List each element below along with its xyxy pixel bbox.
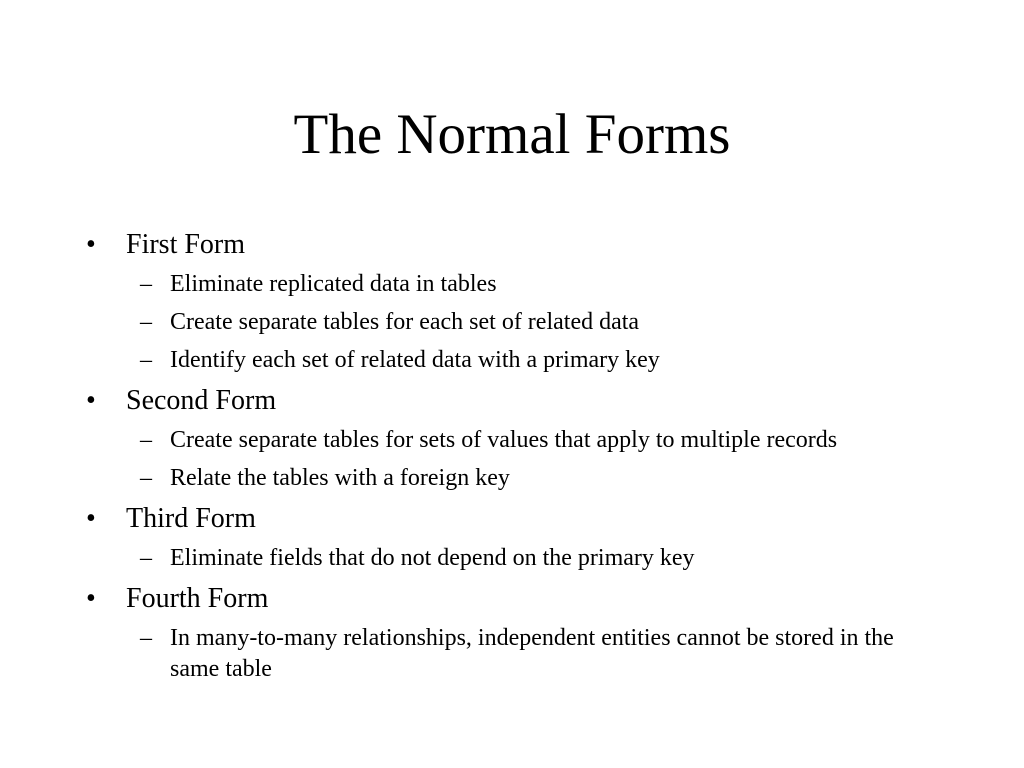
slide-title: The Normal Forms [293,103,731,166]
dash-marker: – [140,347,152,373]
sub-bullet-list [86,543,936,574]
bullet-label: First Form [126,229,246,260]
dash-marker: – [140,309,152,335]
bullet-marker: • [86,583,96,614]
sub-bullet-text: Create separate tables for each set of related data [170,309,640,335]
bullet-item [86,580,936,617]
sub-bullet-text: Eliminate fields that do not depend on the primary key [170,545,695,571]
sub-bullet-text: In many-to-many relationships, independent entities cannot be stored in the same table [170,625,894,682]
sub-bullet-text: Create separate tables for sets of values that apply to multiple records [170,427,838,453]
sub-bullet-item [86,425,936,456]
sub-bullet-list [86,623,936,685]
bullet-marker: • [86,385,96,416]
dash-marker: – [140,271,152,297]
dash-marker: – [140,625,152,651]
section-third-form [86,500,936,574]
sub-bullet-list [86,269,936,376]
sub-bullet-item [86,623,936,685]
bullet-item [86,226,936,263]
bullet-marker: • [86,229,96,260]
section-first-form [86,226,936,376]
sub-bullet-item [86,307,936,338]
dash-marker: – [140,465,152,491]
bullet-item [86,382,936,419]
bullet-label: Fourth Form [126,583,269,614]
sub-bullet-text: Identify each set of related data with a primary key [170,347,660,373]
sub-bullet-list [86,425,936,494]
dash-marker: – [140,545,152,571]
bullet-marker: • [86,503,96,534]
bullet-list [86,226,936,685]
section-fourth-form [86,580,936,685]
sub-bullet-item [86,543,936,574]
dash-marker: – [140,427,152,453]
sub-bullet-item [86,269,936,300]
sub-bullet-item [86,463,936,494]
sub-bullet-item [86,345,936,376]
section-second-form [86,382,936,494]
sub-bullet-text: Relate the tables with a foreign key [170,465,510,491]
sub-bullet-text: Eliminate replicated data in tables [170,271,497,297]
bullet-label: Third Form [126,503,256,534]
bullet-label: Second Form [126,385,277,416]
bullet-item [86,500,936,537]
